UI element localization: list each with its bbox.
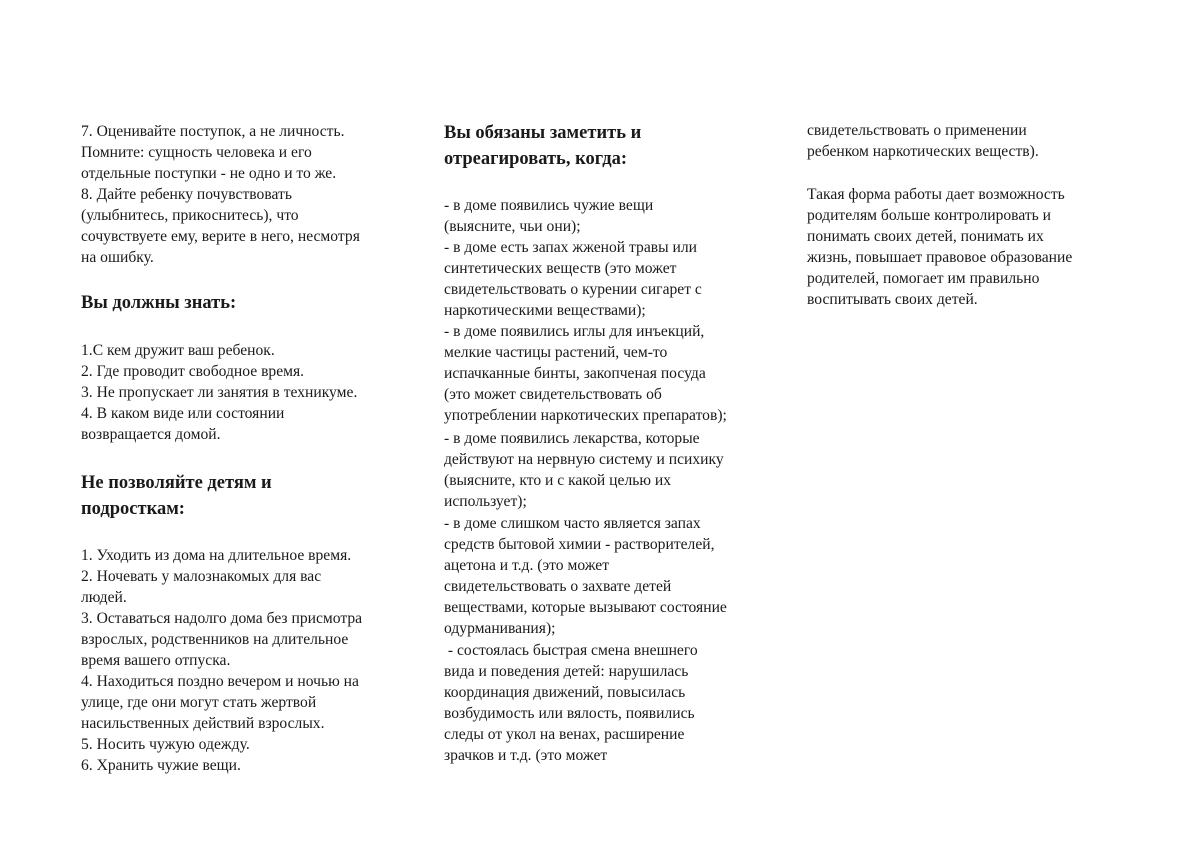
list-item: - состоялась быстрая смена внешнего (444, 642, 698, 659)
conclusion-line: воспитывать своих детей. (807, 291, 978, 308)
section-heading-must-notice: отреагировать, когда: (444, 149, 628, 169)
conclusion-line: родителей, помогает им правильно (807, 270, 1040, 287)
list-item: веществами, которые вызывают состояние (444, 599, 727, 616)
list-item: 5. Носить чужую одежду. (81, 736, 250, 753)
list-item: - в доме есть запах жженой травы или (444, 239, 697, 256)
list-item: использует); (444, 493, 527, 510)
list-item: наркотическими веществами); (444, 302, 646, 319)
list-item: (выясните, чьи они); (444, 218, 581, 235)
list-item: свидетельствовать о курении сигарет с (444, 281, 702, 298)
list-item: людей. (81, 589, 127, 606)
list-item: действуют на нервную систему и психику (444, 451, 724, 468)
list-item: взрослых, родственников на длительное (81, 631, 349, 648)
text-line: 8. Дайте ребенку почувствовать (81, 186, 292, 203)
list-item: 2. Ночевать у малознакомых для вас (81, 568, 322, 585)
list-item: возвращается домой. (81, 426, 221, 443)
section-heading-must-know: Вы должны знать: (81, 293, 237, 313)
list-item: возбудимость или вялость, появились (444, 705, 695, 722)
text-line: сочувствуете ему, верите в него, несмотря (81, 228, 360, 245)
list-item: 3. Оставаться надолго дома без присмотра (81, 610, 363, 627)
list-item: - в доме появились чужие вещи (444, 197, 654, 214)
list-item: вида и поведения детей: нарушилась (444, 663, 689, 680)
list-item: улице, где они могут стать жертвой (81, 694, 317, 711)
section-heading-do-not-allow: подросткам: (81, 499, 185, 519)
text-line: (улыбнитесь, прикоснитесь), что (81, 207, 299, 224)
list-item: употреблении наркотических препаратов); (444, 407, 727, 424)
list-item: насильственных действий взрослых. (81, 715, 325, 732)
section-heading-must-notice: Вы обязаны заметить и (444, 123, 642, 143)
list-item: - в доме появились лекарства, которые (444, 430, 700, 447)
text-line: отдельные поступки - не одно и то же. (81, 165, 337, 182)
list-item: синтетических веществ (это может (444, 260, 677, 277)
list-item: одурманивания); (444, 620, 556, 637)
conclusion-line: родителям больше контролировать и (807, 207, 1052, 224)
text-line: Помните: сущность человека и его (81, 144, 312, 161)
text-line: на ошибку. (81, 249, 154, 266)
list-item: ацетона и т.д. (это может (444, 557, 610, 574)
list-item: - в доме слишком часто является запах (444, 515, 701, 532)
text-line: ребенком наркотических веществ). (807, 143, 1039, 160)
list-item: мелкие частицы растений, чем-то (444, 344, 668, 361)
list-item: 2. Где проводит свободное время. (81, 363, 305, 380)
list-item: испачканные бинты, закопченая посуда (444, 365, 706, 382)
list-item: 4. В каком виде или состоянии (81, 405, 285, 422)
list-item: следы от укол на венах, расширение (444, 726, 685, 743)
list-item: свидетельствовать о захвате детей (444, 578, 672, 595)
list-item: (это может свидетельствовать об (444, 386, 662, 403)
conclusion-line: Такая форма работы дает возможность (807, 186, 1065, 203)
list-item: (выясните, кто и с какой целью их (444, 472, 672, 489)
list-item: 1. Уходить из дома на длительное время. (81, 547, 352, 564)
list-item: 4. Находиться поздно вечером и ночью на (81, 673, 359, 690)
list-item: средств бытовой химии - растворителей, (444, 536, 715, 553)
list-item: 3. Не пропускает ли занятия в техникуме. (81, 384, 358, 401)
list-item: 1.С кем дружит ваш ребенок. (81, 342, 275, 359)
list-item: зрачков и т.д. (это может (444, 747, 608, 764)
section-heading-do-not-allow: Не позволяйте детям и (81, 473, 272, 493)
list-item: координация движений, повысилась (444, 684, 686, 701)
list-item: 6. Хранить чужие вещи. (81, 757, 241, 774)
list-item: время вашего отпуска. (81, 652, 231, 669)
conclusion-line: жизнь, повышает правовое образование (807, 249, 1073, 266)
conclusion-line: понимать своих детей, понимать их (807, 228, 1044, 245)
list-item: - в доме появились иглы для инъекций, (444, 323, 705, 340)
text-line: свидетельствовать о применении (807, 122, 1027, 139)
text-line: 7. Оценивайте поступок, а не личность. (81, 123, 345, 140)
